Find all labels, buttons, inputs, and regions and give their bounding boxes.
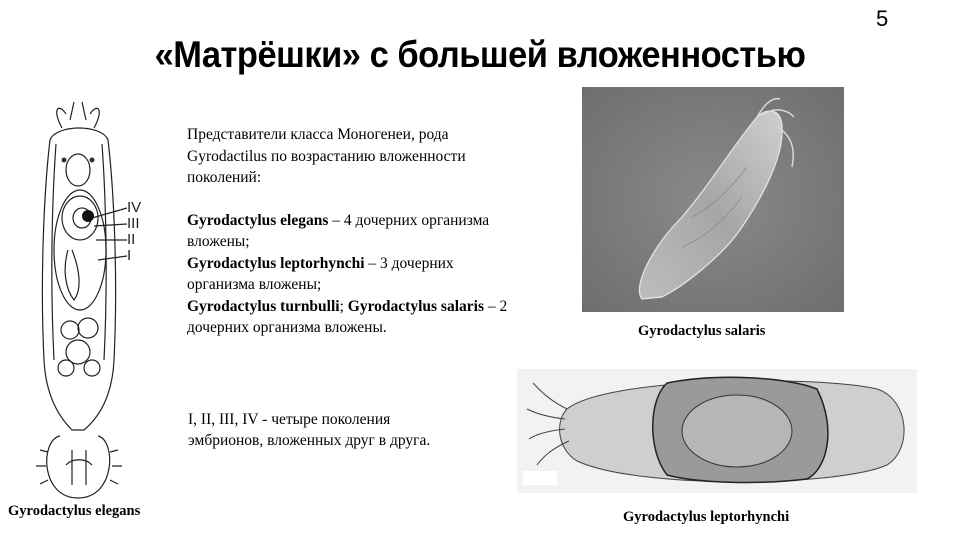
description-intro: Представители класса Моногенеи, рода Gyrodactilus по возрастанию вложенности поколений: bbox=[187, 126, 466, 186]
generation-label: I bbox=[127, 247, 132, 264]
caption-leptorhynchi: Gyrodactylus leptorhynchi bbox=[623, 509, 790, 525]
description-item: Gyrodactylus leptorhynchi – 3 дочерних организма вложены; bbox=[187, 254, 454, 293]
caption-elegans: Gyrodactylus elegans bbox=[8, 503, 141, 519]
description bbox=[187, 124, 517, 339]
slide-number: 5 bbox=[876, 6, 889, 31]
generation-label: IV bbox=[127, 199, 142, 216]
generation-label: II bbox=[127, 231, 136, 248]
description-item: Gyrodactylus elegans – 4 дочерних организма вложены; bbox=[187, 211, 490, 250]
slide-title: «Матрёшки» с большей вложенностью bbox=[154, 34, 806, 75]
generation-label: III bbox=[127, 215, 140, 232]
caption-salaris: Gyrodactylus salaris bbox=[638, 323, 766, 339]
generations-note: I, II, III, IV - четыре поколения эмбрионов, вложенных друг в друга. bbox=[188, 411, 431, 449]
gyrodactylus-salaris-photo bbox=[582, 87, 844, 312]
description-item: Gyrodactylus turnbulli; Gyrodactylus salaris – 2 дочерних организма вложены. bbox=[187, 297, 508, 336]
gyrodactylus-elegans-drawing bbox=[22, 100, 132, 500]
gyrodactylus-leptorhynchi-photo bbox=[517, 369, 917, 493]
generation-labels bbox=[127, 200, 141, 264]
